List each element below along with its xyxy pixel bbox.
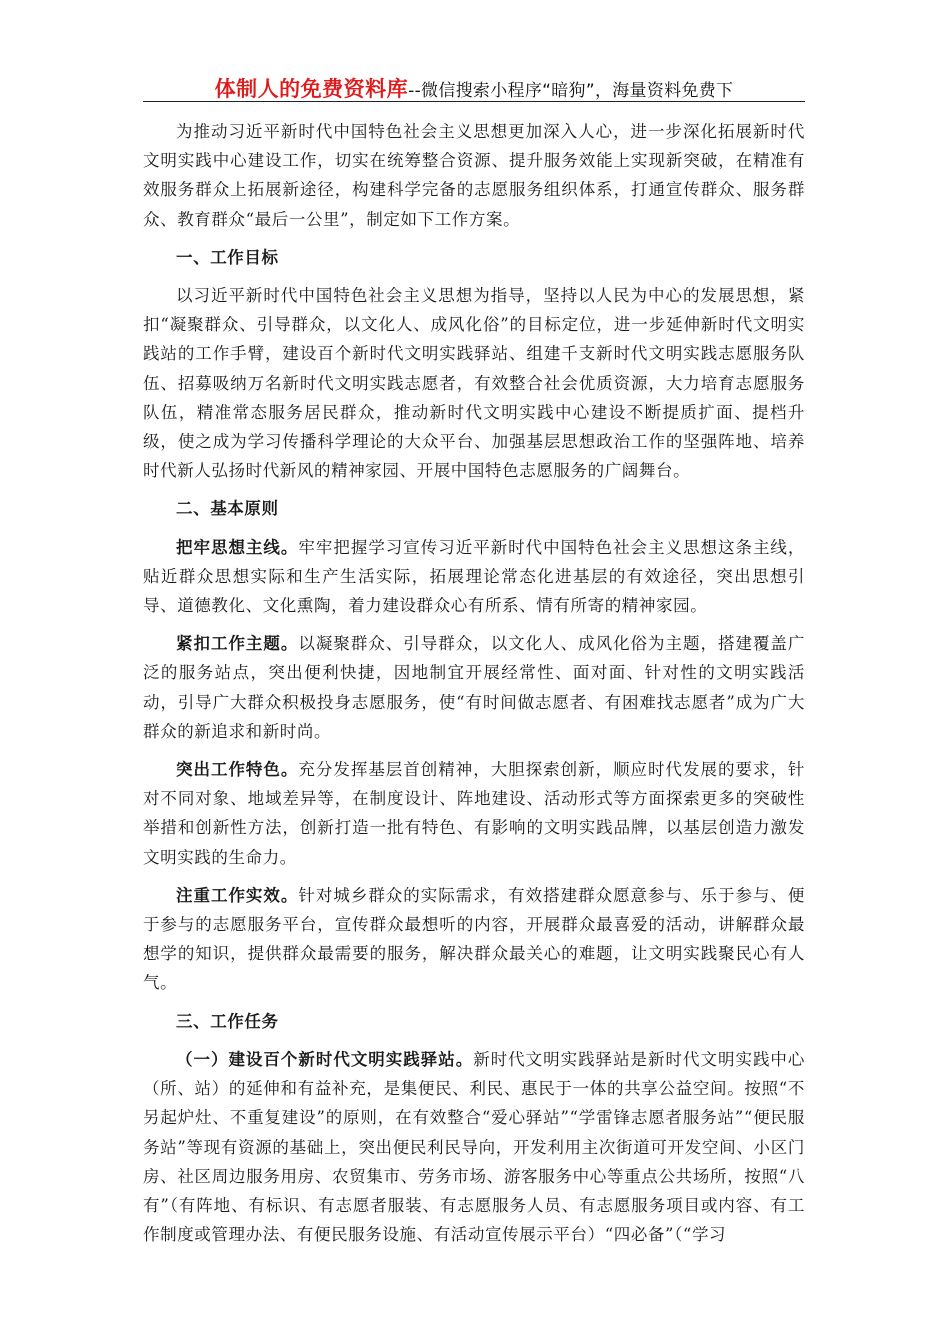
document-body <box>143 117 805 1258</box>
principle-paragraph <box>143 881 805 998</box>
section-2-heading: 二、基本原则 <box>176 499 279 519</box>
principle-lead: 注重工作实效。 <box>176 885 299 905</box>
header-brand: 体制人的免费资料库 <box>214 77 409 101</box>
page-header <box>143 73 805 102</box>
principle-lead: 紧扣工作主题。 <box>176 634 299 654</box>
task-paragraph <box>143 1045 805 1249</box>
section-1-heading: 一、工作目标 <box>176 247 279 267</box>
principle-paragraph <box>143 533 805 621</box>
task-text: 新时代文明实践驿站是新时代文明实践中心（所、站）的延伸和有益补充，是集便民、利民、惠民于一体的共享公益空间。按照“不另起炉灶、不重复建设”的原则，在有效整合“爱心驿站”“学雷锋志愿者服务站”“便民服务站”等现有资源的基础上，突出便民利民导向，开发利用主次街道可开发空间、小区门房、社区周边服务用房、农贸集市、劳务市场、游客服务中心等重点公共场所，按照“八有”（有阵地、有标识、有志愿者服装、有志愿服务人员、有志愿服务项目或内容、有工作制度或管理办法、有便民服务设施、有活动宣传展示平台）“四必备”（“学习 <box>143 1049 806 1245</box>
principle-lead: 把牢思想主线。 <box>176 537 299 557</box>
principle-paragraph <box>143 755 805 872</box>
principle-paragraph <box>143 629 805 746</box>
intro-paragraph: 为推动习近平新时代中国特色社会主义思想更加深入人心，进一步深化拓展新时代文明实践中心建设工作，切实在统筹整合资源、提升服务效能上实现新突破，在精准有效服务群众上拓展新途径，构建科学完备的志愿服务组织体系，打通宣传群众、服务群众、教育群众“最后一公里”，制定如下工作方案。 <box>143 122 805 229</box>
task-lead: （一）建设百个新时代文明实践驿站。 <box>176 1049 474 1069</box>
principle-text: 充分发挥基层首创精神，大胆探索创新，顺应时代发展的要求，针对不同对象、地域差异等，在制度设计、阵地建设、活动形式等方面探索更多的突破性举措和创新性方法，创新打造一批有特色、有影响的文明实践品牌，以基层创造力激发文明实践的生命力。 <box>143 760 806 867</box>
principle-text: 针对城乡群众的实际需求，有效搭建群众愿意参与、乐于参与、便于参与的志愿服务平台，宣传群众最想听的内容，开展群众最喜爱的活动，讲解群众最想学的知识，提供群众最需要的服务，解决群众最关心的难题，让文明实践聚民心有人气。 <box>143 885 806 993</box>
section-3-heading: 三、工作任务 <box>176 1011 279 1031</box>
principle-text: 以凝聚群众、引导群众，以文化人、成风化俗为主题，搭建覆盖广泛的服务站点，突出便利快捷，因地制宜开展经常性、面对面、针对性的文明实践活动，引导广大群众积极投身志愿服务，使“有时间做志愿者、有困难找志愿者”成为广大群众的新追求和新时尚。 <box>143 634 806 741</box>
principle-text: 牢牢把握学习宣传习近平新时代中国特色社会主义思想这条主线，贴近群众思想实际和生产生活实际，拓展理论常态化进基层的有效途径，突出思想引导、道德教化、文化熏陶，着力建设群众心有所系、情有所寄的精神家园。 <box>143 537 806 616</box>
header-tagline: --微信搜索小程序“暗狗”，海量资料免费下 <box>408 81 734 101</box>
section-1-paragraph: 以习近平新时代中国特色社会主义思想为指导，坚持以人民为中心的发展思想，紧扣“凝聚群众、引导群众，以文化人、成风化俗”的目标定位，进一步延伸新时代文明实践站的工作手臂，建设百个新时代文明实践驿站、组建千支新时代文明实践志愿服务队伍、招募吸纳万名新时代文明实践志愿者，有效整合社会优质资源，大力培育志愿服务队伍，精准常态服务居民群众，推动新时代文明实践中心建设不断提质扩面、提档升级，使之成为学习传播科学理论的大众平台、加强基层思想政治工作的坚强阵地、培养时代新人弘扬时代新风的精神家园、开展中国特色志愿服务的广阔舞台。 <box>143 286 805 481</box>
principle-lead: 突出工作特色。 <box>176 760 299 780</box>
